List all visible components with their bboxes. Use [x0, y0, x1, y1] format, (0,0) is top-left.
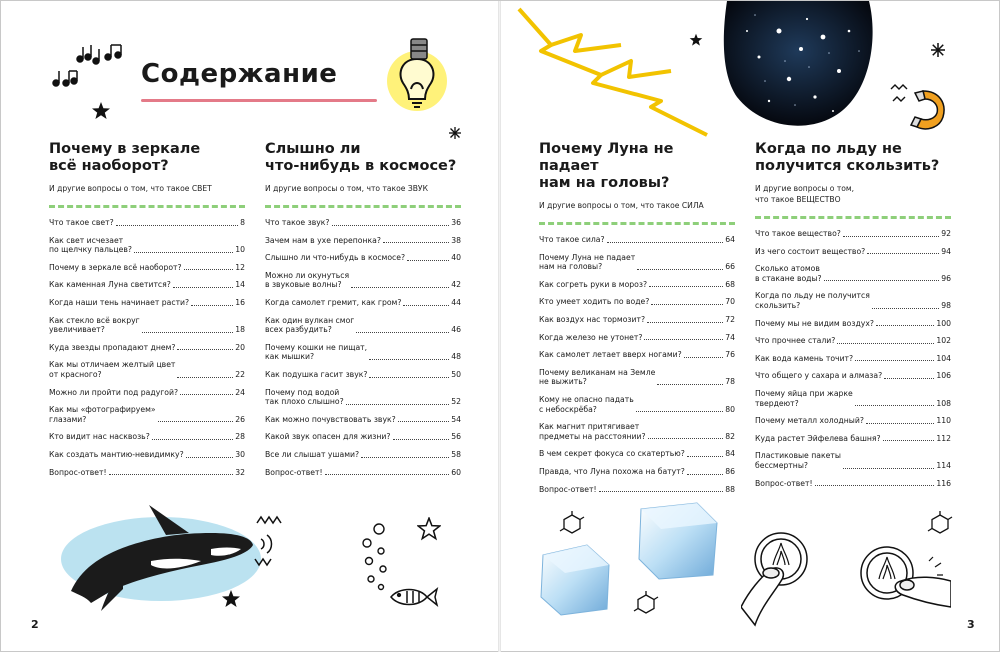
- leader-dots: [369, 377, 449, 378]
- leader-dots: [361, 457, 449, 458]
- contents-column-force: [539, 141, 735, 502]
- dashed-divider: [539, 222, 735, 225]
- toc-entry-page: 38: [451, 235, 461, 245]
- section-heading: Почему в зеркале всё наоборот?: [49, 141, 201, 174]
- toc-entry-page: 8: [240, 218, 245, 227]
- toc-entry-title: Как воздух нас тормозит?: [539, 314, 646, 324]
- toc-entry-title: Почему кошки не пищат, как мышки?: [265, 342, 368, 362]
- toc-entry-page: 94: [941, 246, 951, 256]
- leader-dots: [186, 457, 234, 458]
- toc-entry-page: 78: [725, 377, 735, 387]
- toc-entry[interactable]: [755, 371, 951, 381]
- toc-entry-page: 76: [725, 350, 735, 360]
- page-number-left: 2: [31, 618, 39, 631]
- toc-entry-page: 50: [451, 369, 461, 379]
- toc-entry-title: Слышно ли что-нибудь в космосе?: [265, 253, 406, 263]
- toc-entry-page: 24: [235, 387, 245, 397]
- leader-dots: [142, 332, 234, 333]
- leader-dots: [407, 260, 449, 261]
- leader-dots: [843, 236, 939, 237]
- toc-entry-title: Как создать мантию-невидимку?: [49, 449, 184, 459]
- light-bulb-icon: [377, 29, 457, 113]
- toc-entry-page: 28: [235, 432, 245, 442]
- leader-dots: [644, 339, 723, 340]
- toc-entry-title: Как мы отличаем желтый цвет от красного?: [49, 360, 176, 379]
- leader-dots: [867, 253, 939, 254]
- leader-dots: [184, 269, 234, 270]
- toc-entry-title: Куда растет Эйфелева башня?: [755, 433, 881, 443]
- toc-entry-title: Что общего у сахара и алмаза?: [755, 371, 883, 381]
- toc-entry[interactable]: [265, 432, 461, 442]
- contents-title-block: [141, 59, 377, 102]
- toc-entry-page: 92: [941, 229, 951, 238]
- toc-entry-title: Кому не опасно падать с небоскрёба?: [539, 394, 634, 414]
- toc-entry-title: Пластиковые пакеты бессмертны?: [755, 451, 841, 470]
- leader-dots: [599, 491, 724, 492]
- section-subtitle: И другие вопросы о том, что такое ЗВУК: [265, 184, 428, 193]
- toc-entry-page: 64: [725, 235, 735, 244]
- toc-entry-title: Что такое звук?: [265, 218, 330, 227]
- section-heading: Почему Луна не падает нам на головы?: [539, 141, 674, 191]
- toc-entry[interactable]: [539, 395, 735, 414]
- toc-entry[interactable]: [49, 236, 245, 255]
- leader-dots: [684, 357, 723, 358]
- toc-entry[interactable]: [755, 319, 951, 329]
- toc-entry-page: 30: [235, 449, 245, 459]
- toc-list: [265, 218, 461, 477]
- left-page: [1, 1, 498, 651]
- toc-entry[interactable]: [539, 467, 735, 477]
- dashed-divider: [49, 205, 245, 208]
- toc-entry-title: Сколько атомов в стакане воды?: [755, 264, 822, 283]
- toc-entry-page: 100: [936, 318, 951, 328]
- toc-entry-page: 40: [451, 253, 461, 263]
- toc-entry-title: Как подушка гасит звук?: [265, 369, 368, 379]
- starry-sky-illustration: [719, 1, 877, 129]
- leader-dots: [687, 474, 723, 475]
- toc-entry-title: Вопрос-ответ!: [265, 467, 323, 477]
- toc-entry-page: 116: [936, 478, 951, 488]
- toc-entry[interactable]: [265, 271, 461, 290]
- toc-entry[interactable]: [755, 291, 951, 310]
- toc-entry[interactable]: [539, 350, 735, 360]
- leader-dots: [332, 225, 450, 226]
- toc-entry[interactable]: [755, 416, 951, 426]
- toc-entry-title: Как один вулкан смог всех разбудить?: [265, 315, 355, 335]
- fingers-coins-illustration: [741, 521, 951, 631]
- leader-dots: [398, 421, 449, 422]
- toc-entry-page: 66: [725, 262, 735, 272]
- music-notes-icon: [47, 41, 129, 91]
- contents-column-matter: [755, 141, 951, 496]
- leader-dots: [649, 286, 723, 287]
- toc-entry-page: 44: [451, 297, 461, 307]
- toc-entry-page: 32: [235, 467, 245, 477]
- leader-dots: [351, 287, 449, 288]
- toc-entry-page: 52: [451, 397, 461, 407]
- toc-entry-title: Можно ли пройти под радугой?: [49, 387, 179, 397]
- toc-entry[interactable]: [539, 297, 735, 307]
- toc-entry[interactable]: [265, 370, 461, 380]
- toc-entry-title: Как согреть руки в мороз?: [539, 279, 648, 289]
- toc-entry[interactable]: [49, 405, 245, 424]
- toc-entry-page: 26: [235, 414, 245, 424]
- toc-entry[interactable]: [265, 218, 461, 228]
- right-page: [501, 1, 1000, 651]
- toc-entry[interactable]: [755, 247, 951, 257]
- toc-entry-title: Все ли слышат ушами?: [265, 449, 360, 459]
- leader-dots: [843, 468, 934, 469]
- leader-dots: [876, 325, 934, 326]
- magnet-icon: [887, 77, 957, 137]
- toc-entry-page: 54: [451, 414, 461, 424]
- toc-entry-title: Куда звезды пропадают днем?: [49, 342, 176, 352]
- toc-entry-title: Можно ли окунуться в звуковые волны?: [265, 270, 350, 290]
- toc-entry[interactable]: [49, 388, 245, 398]
- toc-entry-title: Почему Луна не падает нам на головы?: [539, 252, 636, 272]
- toc-entry[interactable]: [539, 422, 735, 441]
- leader-dots: [855, 360, 934, 361]
- toc-entry[interactable]: [755, 336, 951, 346]
- leader-dots: [191, 305, 233, 306]
- toc-entry-page: 80: [725, 404, 735, 414]
- orca-illustration: [61, 499, 311, 614]
- leader-dots: [177, 377, 233, 378]
- ice-cubes-illustration: [537, 499, 727, 619]
- toc-entry-title: Когда по льду не получится скользить?: [755, 291, 870, 310]
- leader-dots: [346, 404, 450, 405]
- toc-list: [49, 218, 245, 477]
- toc-entry[interactable]: [49, 316, 245, 335]
- toc-entry[interactable]: [49, 432, 245, 442]
- toc-entry[interactable]: [539, 315, 735, 325]
- toc-entry-page: 102: [936, 336, 951, 346]
- toc-entry-page: 110: [936, 416, 951, 426]
- leader-dots: [855, 405, 935, 406]
- toc-entry-page: 16: [235, 297, 245, 307]
- toc-entry-page: 10: [235, 245, 245, 255]
- toc-entry-title: Когда самолет гремит, как гром?: [265, 297, 402, 307]
- molecule-icon: [927, 511, 953, 537]
- toc-entry-title: Как свет исчезает по щелчку пальцев?: [49, 235, 132, 255]
- leader-dots: [109, 474, 234, 475]
- toc-entry-title: Почему мы не видим воздух?: [755, 318, 874, 328]
- toc-entry-page: 22: [235, 369, 245, 379]
- toc-entry-title: Как магнит притягивает предметы на расстоянии?: [539, 422, 646, 441]
- toc-entry[interactable]: [539, 333, 735, 343]
- toc-entry-title: Из чего состоит вещество?: [755, 246, 866, 256]
- toc-entry[interactable]: [265, 316, 461, 335]
- dashed-divider: [265, 205, 461, 208]
- toc-entry-page: 20: [235, 342, 245, 352]
- toc-entry[interactable]: [265, 298, 461, 308]
- toc-entry-page: 114: [936, 460, 951, 470]
- leader-dots: [158, 421, 234, 422]
- leader-dots: [687, 456, 723, 457]
- toc-entry[interactable]: [265, 450, 461, 460]
- toc-entry-title: Когда наши тень начинает расти?: [49, 297, 190, 307]
- section-heading: Когда по льду не получится скользить?: [755, 141, 940, 174]
- toc-entry-title: Вопрос-ответ!: [755, 478, 813, 488]
- leader-dots: [393, 439, 450, 440]
- toc-entry-title: Какой звук опасен для жизни?: [265, 432, 391, 442]
- leader-dots: [637, 269, 723, 270]
- toc-entry[interactable]: [755, 389, 951, 408]
- toc-entry[interactable]: [49, 218, 245, 228]
- toc-entry-page: 84: [725, 449, 735, 459]
- leader-dots: [657, 384, 723, 385]
- toc-entry[interactable]: [49, 263, 245, 273]
- toc-entry[interactable]: [49, 343, 245, 353]
- toc-entry[interactable]: [49, 280, 245, 290]
- toc-entry-title: Почему великанам на Земле не выжить?: [539, 367, 656, 387]
- fish-icon: [387, 585, 439, 609]
- toc-entry-page: 14: [235, 280, 245, 290]
- toc-entry-title: Как можно почувствовать звук?: [265, 414, 396, 424]
- toc-entry-title: Вопрос-ответ!: [539, 484, 597, 494]
- toc-entry-page: 88: [725, 484, 735, 494]
- toc-entry-page: 68: [725, 279, 735, 289]
- leader-dots: [177, 349, 233, 350]
- leader-dots: [647, 322, 723, 323]
- toc-entry-title: Вопрос-ответ!: [49, 467, 107, 477]
- toc-entry-page: 36: [451, 218, 461, 227]
- toc-entry-title: Что такое вещество?: [755, 229, 841, 238]
- leader-dots: [325, 474, 450, 475]
- toc-entry[interactable]: [539, 253, 735, 272]
- sparkle-icon: [449, 127, 461, 139]
- toc-entry[interactable]: [265, 253, 461, 263]
- toc-entry-page: 56: [451, 432, 461, 442]
- toc-entry-title: Почему металл холодный?: [755, 416, 864, 426]
- leader-dots: [369, 359, 449, 360]
- leader-dots: [815, 485, 935, 486]
- section-subtitle: И другие вопросы о том, что такое ВЕЩЕСТВО: [755, 184, 855, 204]
- toc-entry[interactable]: [265, 236, 461, 246]
- leader-dots: [824, 280, 940, 281]
- leader-dots: [116, 225, 238, 226]
- section-subtitle: И другие вопросы о том, что такое СВЕТ: [49, 184, 212, 193]
- toc-entry-page: 58: [451, 449, 461, 459]
- toc-entry[interactable]: [755, 451, 951, 470]
- toc-entry-title: Правда, что Луна похожа на батут?: [539, 466, 685, 476]
- toc-entry-title: Зачем нам в ухе перепонка?: [265, 235, 381, 245]
- toc-entry[interactable]: [49, 360, 245, 379]
- toc-entry-page: 46: [451, 325, 461, 335]
- section-subtitle: И другие вопросы о том, что такое СИЛА: [539, 201, 704, 210]
- leader-dots: [403, 305, 449, 306]
- contents-column-sound: [265, 141, 461, 485]
- leader-dots: [883, 440, 935, 441]
- leader-dots: [607, 242, 724, 243]
- section-heading: Слышно ли что-нибудь в космосе?: [265, 141, 457, 174]
- sparkle-icon: [931, 43, 945, 57]
- toc-entry[interactable]: [49, 298, 245, 308]
- toc-entry[interactable]: [755, 479, 951, 489]
- leader-dots: [636, 411, 723, 412]
- star-icon: [91, 101, 111, 121]
- leader-dots: [152, 439, 233, 440]
- toc-entry-page: 18: [235, 325, 245, 335]
- toc-entry[interactable]: [539, 235, 735, 245]
- toc-entry-page: 106: [936, 371, 951, 381]
- toc-entry[interactable]: [755, 229, 951, 239]
- leader-dots: [837, 343, 934, 344]
- toc-entry[interactable]: [755, 264, 951, 283]
- toc-entry-title: Как мы «фотографируем» глазами?: [49, 405, 156, 424]
- contents-column-light: [49, 141, 245, 485]
- toc-entry-title: Почему в зеркале всё наоборот?: [49, 262, 182, 272]
- toc-entry-title: Как стекло всё вокруг увеличивает?: [49, 315, 140, 335]
- leader-dots: [884, 378, 934, 379]
- toc-entry[interactable]: [265, 343, 461, 362]
- star-icon: [689, 33, 703, 47]
- toc-entry[interactable]: [265, 388, 461, 407]
- toc-entry[interactable]: [49, 450, 245, 460]
- leader-dots: [180, 394, 233, 395]
- toc-entry-page: 108: [936, 398, 951, 408]
- toc-entry-title: Как вода камень точит?: [755, 353, 854, 363]
- toc-entry[interactable]: [539, 368, 735, 387]
- toc-entry-title: Что такое свет?: [49, 218, 114, 227]
- toc-entry-page: 72: [725, 314, 735, 324]
- toc-entry-page: 60: [451, 467, 461, 477]
- toc-entry[interactable]: [265, 415, 461, 425]
- toc-entry-title: Кто умеет ходить по воде?: [539, 297, 650, 307]
- toc-entry-page: 82: [725, 431, 735, 441]
- leader-dots: [134, 252, 233, 253]
- title-underline: [141, 99, 377, 102]
- toc-list: [755, 229, 951, 488]
- toc-entry-title: Кто видит нас насквозь?: [49, 432, 150, 442]
- toc-entry-title: Почему под водой так плохо слышно?: [265, 387, 344, 407]
- toc-entry-title: Как самолет летает вверх ногами?: [539, 350, 682, 360]
- leader-dots: [866, 423, 934, 424]
- star-icon: [221, 589, 241, 609]
- leader-dots: [872, 308, 939, 309]
- toc-entry[interactable]: [539, 485, 735, 495]
- toc-entry[interactable]: [49, 468, 245, 478]
- leader-dots: [383, 242, 449, 243]
- toc-entry-title: Как каменная Луна светится?: [49, 280, 171, 290]
- dashed-divider: [755, 216, 951, 219]
- toc-entry-title: Что такое сила?: [539, 235, 605, 244]
- toc-entry-page: 96: [941, 273, 951, 283]
- toc-entry-title: Почему яйца при жарке твердеют?: [755, 388, 853, 408]
- toc-entry[interactable]: [265, 468, 461, 478]
- toc-entry-page: 86: [725, 466, 735, 476]
- toc-entry-title: Когда железо не утонет?: [539, 332, 643, 342]
- toc-entry-page: 74: [725, 332, 735, 342]
- toc-entry-page: 70: [725, 297, 735, 307]
- leader-dots: [173, 287, 233, 288]
- toc-entry[interactable]: [755, 354, 951, 364]
- lightning-illustration: [511, 5, 711, 141]
- page-title: Содержание: [141, 59, 338, 89]
- toc-entry-page: 112: [936, 433, 951, 443]
- toc-entry-title: В чем секрет фокуса со скатертью?: [539, 449, 685, 459]
- toc-entry-page: 104: [936, 353, 951, 363]
- toc-entry-page: 42: [451, 280, 461, 290]
- star-outline-icon: [417, 517, 441, 541]
- toc-entry-title: Что прочнее стали?: [755, 336, 836, 346]
- toc-entry-page: 98: [941, 300, 951, 310]
- toc-entry-page: 48: [451, 352, 461, 362]
- toc-entry-page: 12: [235, 262, 245, 272]
- page-number-right: 3: [967, 618, 975, 631]
- leader-dots: [648, 438, 724, 439]
- toc-entry[interactable]: [539, 449, 735, 459]
- toc-entry[interactable]: [539, 280, 735, 290]
- leader-dots: [356, 332, 449, 333]
- leader-dots: [651, 304, 723, 305]
- toc-list: [539, 235, 735, 494]
- toc-entry[interactable]: [755, 434, 951, 444]
